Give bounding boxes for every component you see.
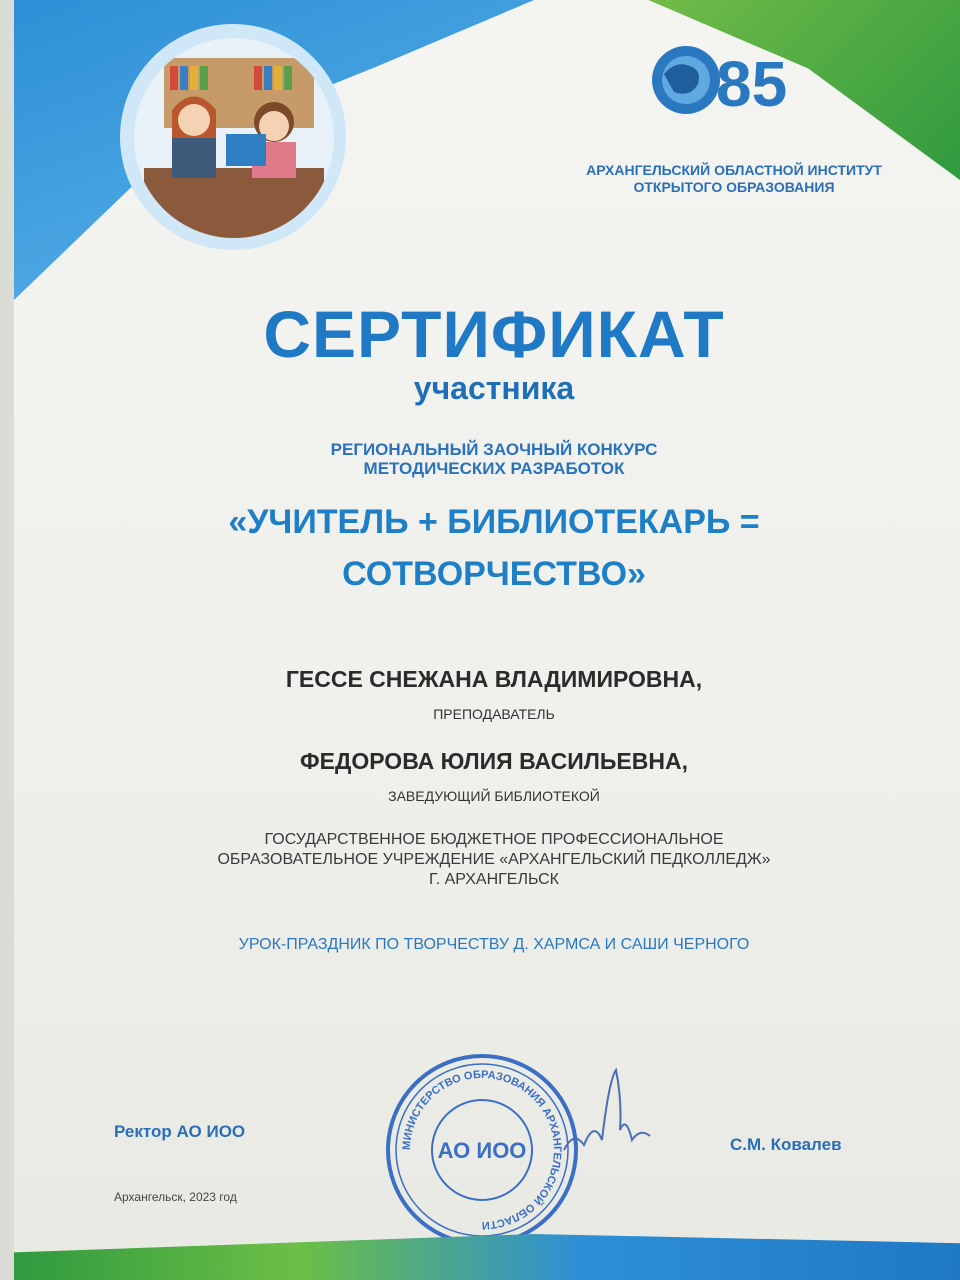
place-and-year: Архангельск, 2023 год (114, 1190, 237, 1204)
work-topic: УРОК-ПРАЗДНИК ПО ТВОРЧЕСТВУ Д. ХАРМСА И САШИ ЧЕРНОГО (238, 936, 750, 953)
contest-name (14, 496, 960, 600)
participant-name-2: ФЕДОРОВА ЮЛИЯ ВАСИЛЬЕВНА, (300, 748, 688, 774)
organization-line-2: ОБРАЗОВАТЕЛЬНОЕ УЧРЕЖДЕНИЕ «АРХАНГЕЛЬСКИЙ ПЕДКОЛЛЕДЖ» (217, 851, 771, 868)
certificate-title: СЕРТИФИКАТ (263, 297, 725, 371)
contest-name-line-1: «УЧИТЕЛЬ + БИБЛИОТЕКАРЬ = (228, 503, 760, 541)
participant-role-2: ЗАВЕДУЮЩИЙ БИБЛИОТЕКОЙ (388, 788, 600, 804)
contest-name-line-2: СОТВОРЧЕСТВО» (342, 555, 646, 593)
seal-center-text: АО ИОО (437, 1138, 527, 1163)
participant-role-1: ПРЕПОДАВАТЕЛЬ (433, 706, 555, 722)
library-illustration (134, 38, 334, 238)
decorative-bottom-band (14, 1234, 960, 1280)
anniversary-logo (646, 40, 816, 122)
organization-line-3: Г. АРХАНГЕЛЬСК (429, 871, 559, 888)
institute-line-1: АРХАНГЕЛЬСКИЙ ОБЛАСТНОЙ ИНСТИТУТ (586, 162, 882, 178)
rector-title: Ректор АО ИОО (114, 1122, 246, 1141)
certificate-page (14, 0, 960, 1280)
certificate-subtitle: участника (413, 370, 575, 406)
institute-name (544, 162, 924, 196)
contest-description (14, 440, 960, 478)
organization-line-1: ГОСУДАРСТВЕННОЕ БЮДЖЕТНОЕ ПРОФЕССИОНАЛЬНОЕ (264, 831, 724, 848)
logo-number: 85 (716, 48, 788, 120)
contest-line-1: РЕГИОНАЛЬНЫЙ ЗАОЧНЫЙ КОНКУРС (330, 440, 658, 459)
seal-ring-text: МИНИСТЕРСТВО ОБРАЗОВАНИЯ АРХАНГЕЛЬСКОЙ ОБЛАСТИ (400, 1068, 564, 1232)
contest-line-2: МЕТОДИЧЕСКИХ РАЗРАБОТОК (363, 459, 625, 478)
handwritten-signature (554, 1060, 674, 1160)
organization (14, 830, 960, 890)
signer-name: С.М. Ковалев (730, 1135, 842, 1154)
institute-line-2: ОТКРЫТОГО ОБРАЗОВАНИЯ (633, 179, 835, 195)
official-seal (382, 1050, 582, 1250)
participant-name-1: ГЕССЕ СНЕЖАНА ВЛАДИМИРОВНА, (285, 666, 703, 692)
